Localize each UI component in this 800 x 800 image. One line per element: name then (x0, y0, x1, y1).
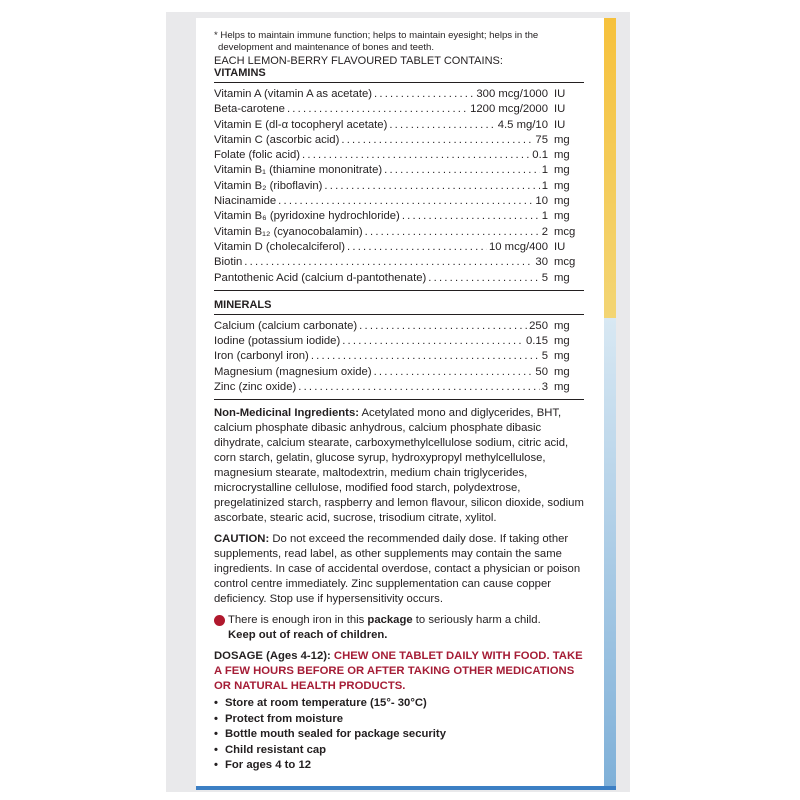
leader-dots (342, 334, 524, 349)
nutrient-amount: 50 (535, 365, 548, 378)
nutrient-row (214, 118, 584, 133)
iron-warning-post: to seriously harm a child. (412, 614, 541, 627)
nutrient-unit: mg (554, 271, 570, 284)
leader-dots (389, 118, 495, 133)
nutrient-name: Vitamin B₂ (riboflavin) (214, 179, 323, 192)
leader-dots (347, 240, 487, 255)
bullet-text: Child resistant cap (225, 743, 327, 756)
nutrient-row (214, 319, 584, 334)
divider (214, 314, 584, 315)
bullet-dot-icon: • (214, 712, 218, 725)
nutrient-amount: 300 mcg/1000 (476, 88, 548, 100)
leader-dots (374, 87, 474, 102)
leader-dots (244, 255, 533, 270)
leader-dots (341, 133, 533, 148)
nutrient-name: Beta-carotene (214, 103, 285, 116)
nutrient-name: Zinc (zinc oxide) (214, 381, 297, 394)
leader-dots (324, 179, 539, 194)
nutrient-amount: 250 (529, 319, 548, 332)
minerals-heading: MINERALS (214, 298, 272, 311)
nutrient-name: Vitamin C (ascorbic acid) (214, 133, 340, 146)
nutrient-name: Biotin (214, 256, 243, 269)
caution-label: CAUTION: (214, 533, 270, 546)
caution-text: Do not exceed the recommended daily dose. If taking other supplements, read label, as other supplements may contain the same ingredients. In case of accidental overdose, contact a physician or poison control centre immediately. Zinc supplementation can cause copper deficiency. Stop use if hypersensitivity occurs. (214, 533, 581, 606)
nutrient-name: Vitamin D (cholecalciferol) (214, 240, 346, 253)
divider (214, 82, 584, 83)
package-edge-blue (604, 318, 616, 788)
bullet-item (214, 743, 584, 759)
nutrient-amount: 30 (535, 256, 548, 269)
nutrient-name: Vitamin E (dl-α tocopheryl acetate) (214, 118, 388, 131)
bullet-text: For ages 4 to 12 (225, 759, 312, 772)
nutrient-row (214, 209, 584, 224)
nutrient-amount: 75 (535, 133, 548, 146)
nutrient-amount: 5 (541, 350, 548, 363)
caution-paragraph (214, 532, 584, 607)
nutrient-amount: 3 (541, 381, 548, 394)
nutrient-row (214, 194, 584, 209)
nutrient-amount: 1 (541, 164, 548, 177)
dosage-text: CHEW ONE TABLET DAILY WITH FOOD. TAKE A FEW HOURS BEFORE OR AFTER TAKING OTHER MEDICATIONS OR NATURAL HEALTH PRODUCTS. (214, 650, 583, 693)
iron-warning-bold: package (367, 614, 413, 627)
vitamins-table (214, 87, 584, 291)
leader-dots (278, 194, 533, 209)
leader-dots (298, 380, 539, 395)
leader-dots (428, 271, 539, 286)
nutrient-unit: mg (554, 133, 570, 146)
nutrient-amount: 1 (541, 210, 548, 223)
nutrient-amount: 5 (541, 271, 548, 284)
nutrient-unit: IU (554, 240, 566, 253)
nutrient-row (214, 179, 584, 194)
nutrient-name: Iron (carbonyl iron) (214, 350, 309, 363)
nutrient-unit: mg (554, 319, 570, 332)
nutrient-name: Vitamin B₆ (pyridoxine hydrochloride) (214, 210, 400, 223)
nutrient-name: Magnesium (magnesium oxide) (214, 365, 372, 378)
nutrient-unit: mg (554, 381, 570, 394)
leader-dots (365, 225, 540, 240)
nutrient-unit: mg (554, 365, 570, 378)
nutrient-row (214, 349, 584, 364)
non-medicinal-ingredients (214, 406, 584, 526)
package-edge-bottom (196, 786, 616, 790)
bullet-text: Store at room temperature (15°- 30°C) (225, 697, 427, 710)
nutrient-unit: mg (554, 335, 570, 348)
nutrient-amount: 4.5 mg/10 (497, 118, 548, 131)
nutrient-unit: mg (554, 195, 570, 208)
bullet-dot-icon: • (214, 697, 218, 710)
nutrient-unit: mg (554, 350, 570, 363)
leader-dots (311, 349, 540, 364)
bullet-item (214, 696, 584, 712)
package-edge-yellow (604, 18, 616, 318)
bullet-text: Bottle mouth sealed for package security (225, 728, 446, 741)
nutrient-row (214, 148, 584, 163)
nutrient-unit: mg (554, 179, 570, 192)
nutrient-name: Vitamin B₁ (thiamine mononitrate) (214, 164, 383, 177)
nutrient-row (214, 225, 584, 240)
storage-bullets (214, 696, 584, 774)
nutrient-row (214, 163, 584, 178)
nutrient-row (214, 102, 584, 117)
nutrient-amount: 2 (541, 225, 548, 238)
nutrient-amount: 10 (535, 195, 548, 208)
bullet-item (214, 712, 584, 728)
label-content (214, 30, 584, 774)
nutrient-amount: 0.15 (526, 335, 548, 348)
warning-dot-icon (214, 615, 225, 626)
bullet-dot-icon: • (214, 759, 218, 772)
nutrient-unit: IU (554, 103, 566, 116)
nutrient-unit: mg (554, 164, 570, 177)
iron-warning-pre: There is enough iron in this (228, 614, 368, 627)
iron-warning-text (228, 613, 541, 643)
contains-line: EACH LEMON-BERRY FLAVOURED TABLET CONTAINS: (214, 55, 503, 67)
nutrient-name: Calcium (calcium carbonate) (214, 319, 358, 332)
nutrient-amount: 0.1 (532, 149, 548, 162)
non-medicinal-label: Non-Medicinal Ingredients: (214, 407, 359, 420)
bullet-item (214, 758, 584, 774)
nutrient-row (214, 87, 584, 102)
nutrient-unit: IU (554, 118, 566, 131)
nutrient-unit: mcg (554, 225, 576, 238)
nutrient-row (214, 271, 584, 286)
vitamins-heading: VITAMINS (214, 67, 266, 79)
nutrient-amount: 1200 mcg/2000 (470, 103, 548, 116)
nutrient-unit: IU (554, 88, 566, 100)
leader-dots (302, 148, 530, 163)
leader-dots (287, 102, 468, 117)
nutrient-row (214, 255, 584, 270)
nutrient-unit: mg (554, 210, 570, 223)
non-medicinal-text: Acetylated mono and diglycerides, BHT, calcium phosphate dibasic anhydrous, calcium phosphate dibasic dihydrate, calcium stearate, carboxymethylcellulose sodium, citric acid, corn starch, gelatin, glucose syrup, hydroxypropyl methylcellulose, magnesium stearate, maltodextrin, medium chain triglycerides, microcrystalline cellulose, modified food starch, polydextrose, pregelatinized starch, raspberry and lemon flavour, silicon dioxide, sodium ascorbate, stearic acid, sucrose, trisodium citrate, xylitol. (214, 407, 584, 525)
iron-warning (214, 613, 584, 643)
keep-out-of-reach: Keep out of reach of children. (228, 629, 388, 642)
dosage-paragraph (214, 649, 584, 694)
nutrient-name: Vitamin A (vitamin A as acetate) (214, 88, 373, 100)
nutrient-amount: 1 (541, 179, 548, 192)
footnote: * Helps to maintain immune function; helps to maintain eyesight; helps in the development and maintenance of bones and teeth. (214, 30, 539, 53)
leader-dots (402, 209, 540, 224)
nutrient-name: Vitamin B₁₂ (cyanocobalamin) (214, 225, 363, 238)
nutrient-row (214, 240, 584, 255)
bullet-dot-icon: • (214, 743, 218, 756)
nutrient-name: Niacinamide (214, 195, 277, 208)
bullet-text: Protect from moisture (225, 712, 344, 725)
nutrient-amount: 10 mcg/400 (488, 240, 548, 253)
nutrient-name: Iodine (potassium iodide) (214, 335, 341, 348)
nutrient-name: Folate (folic acid) (214, 149, 301, 162)
bullet-dot-icon: • (214, 728, 218, 741)
nutrient-row (214, 380, 584, 395)
leader-dots (374, 365, 534, 380)
leader-dots (359, 319, 527, 334)
nutrient-unit: mcg (554, 256, 576, 269)
nutrient-row (214, 334, 584, 349)
leader-dots (384, 163, 540, 178)
nutrient-row (214, 365, 584, 380)
nutrient-name: Pantothenic Acid (calcium d-pantothenate) (214, 271, 427, 284)
nutrient-row (214, 133, 584, 148)
minerals-table (214, 319, 584, 400)
nutrient-unit: mg (554, 149, 570, 162)
bullet-item (214, 727, 584, 743)
dosage-label: DOSAGE (Ages 4-12): (214, 650, 331, 663)
